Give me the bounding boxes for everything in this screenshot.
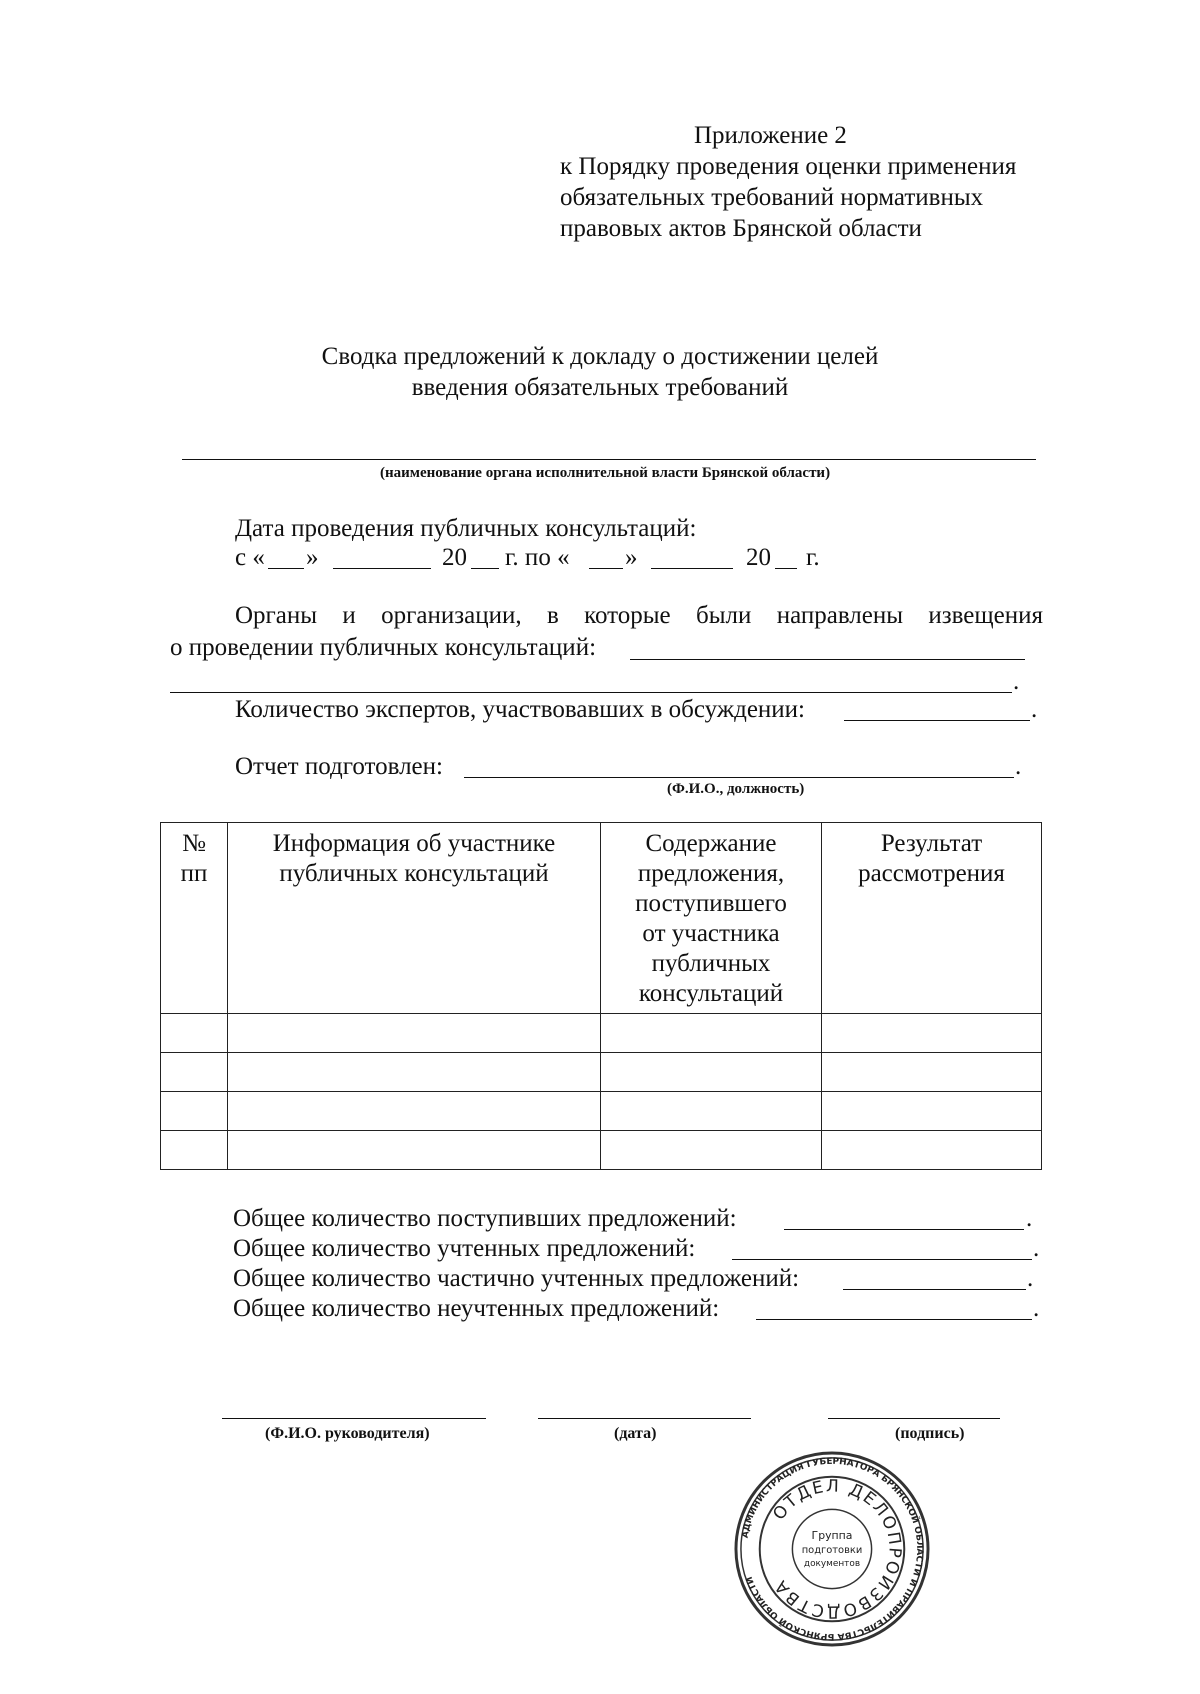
total-received-label: Общее количество поступивших предложений: — [233, 1205, 737, 1232]
signature-caption: (подпись) — [895, 1425, 965, 1442]
signature-field[interactable] — [828, 1418, 1000, 1419]
header-number: № пп — [161, 823, 228, 1014]
table-row — [161, 1131, 1042, 1170]
date-to-day-field[interactable] — [589, 568, 623, 569]
stamp-center-line: Группа — [811, 1529, 853, 1543]
table-row — [161, 1053, 1042, 1092]
table-cell[interactable] — [822, 1014, 1042, 1053]
authority-name-field[interactable] — [182, 459, 1036, 460]
total-end: . — [1026, 1205, 1033, 1232]
table-row — [161, 1092, 1042, 1131]
date-to-century: 20 — [746, 544, 771, 571]
organizations-line1: Органы и организации, в которые были направлены извещения — [235, 602, 1043, 629]
date-to-suffix: г. — [806, 544, 820, 571]
consultation-dates-label: Дата проведения публичных консультаций: — [235, 515, 697, 542]
table-row — [161, 1014, 1042, 1053]
appendix-line: к Порядку проведения оценки применения — [560, 153, 1017, 180]
authority-caption: (наименование органа исполнительной власти Брянской области) — [380, 465, 831, 481]
date-quote: » — [625, 544, 638, 571]
stamp-center-line: подготовки — [801, 1544, 863, 1556]
organizations-field[interactable] — [630, 659, 1025, 660]
total-end: . — [1027, 1265, 1034, 1292]
table-cell[interactable] — [601, 1131, 822, 1170]
total-received-field[interactable] — [784, 1229, 1024, 1230]
total-end: . — [1033, 1295, 1040, 1322]
table-cell[interactable] — [822, 1131, 1042, 1170]
header-proposal-content: Содержание предложения, поступившего от участника публичных консультаций — [601, 823, 822, 1014]
organizations-end: . — [1013, 668, 1020, 695]
date-caption: (дата) — [614, 1425, 657, 1442]
table-cell[interactable] — [161, 1053, 228, 1092]
table-cell[interactable] — [161, 1092, 228, 1131]
appendix-header — [560, 120, 1080, 244]
experts-label: Количество экспертов, участвовавших в обсуждении: — [235, 696, 806, 723]
date-field[interactable] — [538, 1418, 751, 1419]
table-cell[interactable] — [601, 1014, 822, 1053]
date-from-month-field[interactable] — [333, 568, 431, 569]
prepared-caption: (Ф.И.О., должность) — [667, 781, 805, 797]
table-header-row — [161, 823, 1042, 1014]
total-accepted-label: Общее количество учтенных предложений: — [233, 1235, 696, 1262]
header-participant-info: Информация об участнике публичных консультаций — [228, 823, 601, 1014]
title-line: введения обязательных требований — [411, 374, 789, 401]
total-rejected-field[interactable] — [756, 1319, 1032, 1320]
total-partial-label: Общее количество частично учтенных предложений: — [233, 1265, 800, 1292]
date-from-day-field[interactable] — [268, 568, 304, 569]
organizations-field-continued[interactable] — [170, 692, 1012, 693]
table-cell[interactable] — [161, 1014, 228, 1053]
stamp-arc-text: ОТДЕЛ ДЕЛОПРОИЗВОДСТВА — [768, 1475, 906, 1623]
table-cell[interactable] — [601, 1053, 822, 1092]
organizations-line2: о проведении публичных консультаций: — [170, 634, 597, 661]
table-cell[interactable] — [822, 1092, 1042, 1131]
stamp-center-line: документов — [803, 1558, 861, 1569]
title-line: Сводка предложений к докладу о достижении целей — [321, 343, 879, 370]
table-cell[interactable] — [228, 1053, 601, 1092]
date-to-year-field[interactable] — [775, 568, 797, 569]
table-cell[interactable] — [161, 1131, 228, 1170]
date-to-prefix: г. по « — [505, 544, 570, 571]
document-title — [0, 341, 1200, 403]
table-cell[interactable] — [228, 1092, 601, 1131]
total-rejected-label: Общее количество неучтенных предложений: — [233, 1295, 720, 1322]
experts-count-field[interactable] — [844, 720, 1030, 721]
date-quote: » — [306, 544, 319, 571]
appendix-line: правовых актов Брянской области — [560, 215, 922, 242]
appendix-line: обязательных требований нормативных — [560, 184, 984, 211]
total-partial-field[interactable] — [843, 1289, 1026, 1290]
header-review-result: Результат рассмотрения — [822, 823, 1042, 1014]
table-cell[interactable] — [228, 1014, 601, 1053]
date-to-month-field[interactable] — [651, 568, 733, 569]
prepared-label: Отчет подготовлен: — [235, 753, 443, 780]
total-end: . — [1033, 1235, 1040, 1262]
table-cell[interactable] — [228, 1131, 601, 1170]
prepared-by-field[interactable] — [464, 777, 1014, 778]
stamp-outer-text: АДМИНИСТРАЦИЯ ГУБЕРНАТОРА БРЯНСКОЙ ОБЛАСТИ И ПРАВИТЕЛЬСТВА БРЯНСКОЙ ОБЛАСТИ — [740, 1456, 925, 1642]
total-accepted-field[interactable] — [732, 1259, 1032, 1260]
table-cell[interactable] — [822, 1053, 1042, 1092]
head-name-caption: (Ф.И.О. руководителя) — [265, 1425, 430, 1442]
experts-end: . — [1031, 696, 1038, 723]
appendix-line: Приложение 2 — [694, 122, 847, 149]
proposals-table — [160, 822, 1042, 1170]
office-stamp — [733, 1450, 931, 1648]
date-from-century: 20 — [442, 544, 467, 571]
head-name-field[interactable] — [222, 1418, 486, 1419]
date-from-prefix: с « — [235, 544, 265, 571]
date-from-year-field[interactable] — [471, 568, 499, 569]
prepared-end: . — [1015, 753, 1022, 780]
table-cell[interactable] — [601, 1092, 822, 1131]
